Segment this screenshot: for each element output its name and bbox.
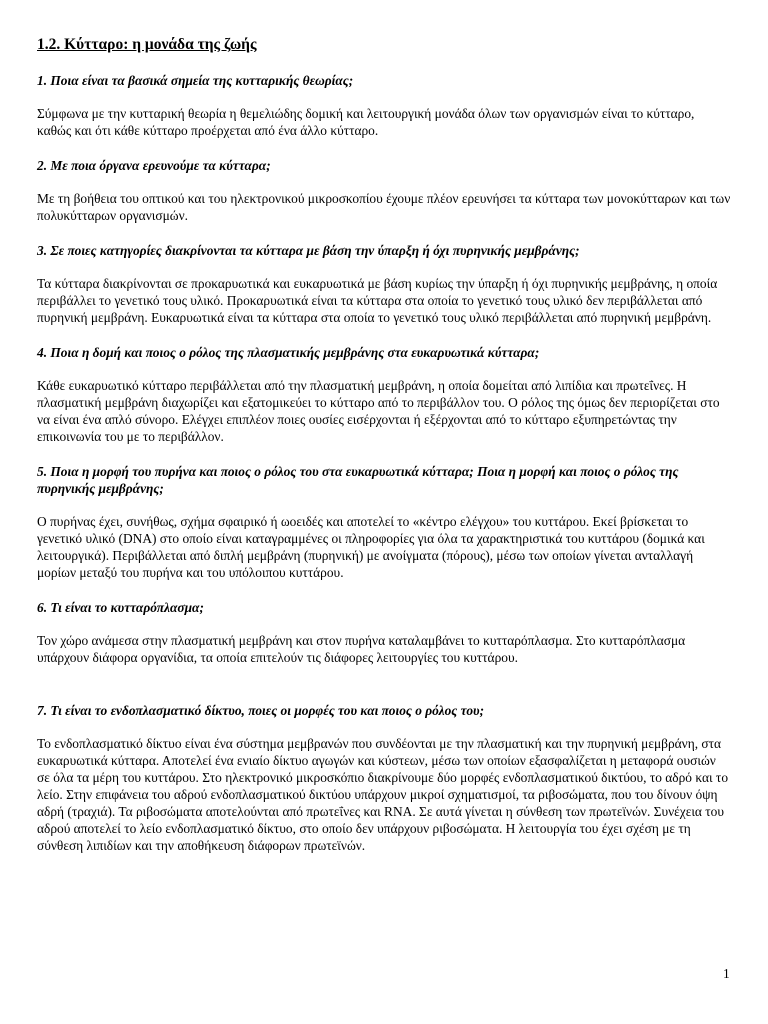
answer-7: Το ενδοπλασματικό δίκτυο είναι ένα σύστημα μεμβρανών που συνδέονται με την πλασματική και την πυρηνική μεμβράνη, στα ευκαρυωτικά κύτταρα. Αποτελεί ένα ενιαίο δίκτυο αγωγών και κύστεων, μέσω των οποίων εξασφαλίζεται η μεταφορά ουσιών σε όλα τα μέρη του κυττάρου. Στο ηλεκτρονικό μικροσκόπιο διακρίνουμε δύο μορφές ενδοπλασματικού δικτύου, το αδρό και το λείο. Στην επιφάνεια του αδρού ενδοπλασματικού δικτύου υπάρχουν μικροί σχηματισμοί, τα ριβοσώματα, που του δίνουν όψη αδρή (τραχιά). Τα ριβοσώματα αποτελούνται από πρωτεΐνες και RNA. Σε αυτά γίνεται η σύνθεση των πρωτεϊνών. Συνέχεια του αδρού αποτελεί το λείο ενδοπλασματικό δίκτυο, στο οποίο δεν υπάρχουν ριβοσώματα. Η λειτουργία του έχει σχέση με τη σύνθεση λιπιδίων και την αποθήκευση διάφορων πρωτεϊνών.	[37, 736, 729, 853]
question-2: 2. Με ποια όργανα ερευνούμε τα κύτταρα;	[37, 158, 271, 173]
qa-section-6	[37, 599, 731, 666]
qa-section-3	[37, 242, 731, 326]
answer-3: Τα κύτταρα διακρίνονται σε προκαρυωτικά και ευκαρυωτικά με βάση κυρίως την ύπαρξη ή όχι πυρηνικής μεμβράνης, η οποία περιβάλλει το γενετικό τους υλικό. Προκαρυωτικά είναι τα κύτταρα στα οποία το γενετικό τους υλικό δεν περιβάλλεται από πυρηνική μεμβράνη. Ευκαρυωτικά είναι τα κύτταρα στα οποία το γενετικό τους υλικό περιβάλλεται από πυρηνική μεμβράνη.	[37, 276, 718, 325]
question-3: 3. Σε ποιες κατηγορίες διακρίνονται τα κύτταρα με βάση την ύπαρξη ή όχι πυρηνικής μεμβράνης;	[37, 243, 580, 258]
question-1: 1. Ποια είναι τα βασικά σημεία της κυτταρικής θεωρίας;	[37, 73, 354, 88]
answer-2: Με τη βοήθεια του οπτικού και του ηλεκτρονικού μικροσκοπίου έχουμε πλέον ερευνήσει τα κύτταρα των μονοκύτταρων και των πολυκύτταρων οργανισμών.	[37, 191, 731, 223]
document-page	[37, 36, 731, 872]
qa-section-7	[37, 702, 731, 854]
answer-4: Κάθε ευκαρυωτικό κύτταρο περιβάλλεται από την πλασματική μεμβράνη, η οποία δομείται από λιπίδια και πρωτεΐνες. Η πλασματική μεμβράνη διαχωρίζει και εξατομικεύει το κύτταρο από το περιβάλλον του. Ο ρόλος της όμως δεν περιορίζεται στο να είναι ένα απλό σύνορο. Ελέγχει επιπλέον ποιες ουσίες εισέρχονται ή εξέρχονται από το κύτταρο εξυπηρετώντας την επικοινωνία του με το περιβάλλον.	[37, 378, 720, 444]
page-title: 1.2. Κύτταρο: η μονάδα της ζωής	[37, 36, 257, 53]
answer-1: Σύμφωνα με την κυτταρική θεωρία η θεμελιώδης δομική και λειτουργική μονάδα όλων των οργανισμών είναι το κύτταρο, καθώς και ότι κάθε κύτταρο προέρχεται από ένα άλλο κύτταρο.	[37, 106, 695, 138]
qa-section-1	[37, 72, 731, 139]
qa-section-5	[37, 463, 731, 581]
answer-6: Τον χώρο ανάμεσα στην πλασματική μεμβράνη και στον πυρήνα καταλαμβάνει το κυτταρόπλασμα. Στο κυτταρόπλασμα υπάρχουν διάφορα οργανίδια, τα οποία επιτελούν τις διάφορες λειτουργίες του κυττάρου.	[37, 633, 686, 665]
question-6: 6. Τι είναι το κυτταρόπλασμα;	[37, 600, 204, 615]
question-4: 4. Ποια η δομή και ποιος ο ρόλος της πλασματικής μεμβράνης στα ευκαρυωτικά κύτταρα;	[37, 345, 540, 360]
qa-section-4	[37, 344, 731, 445]
page-number: 1	[723, 966, 730, 981]
question-7: 7. Τι είναι το ενδοπλασματικό δίκτυο, ποιες οι μορφές του και ποιος ο ρόλος του;	[37, 703, 485, 718]
answer-5: Ο πυρήνας έχει, συνήθως, σχήμα σφαιρικό ή ωοειδές και αποτελεί το «κέντρο ελέγχου» του κυττάρου. Εκεί βρίσκεται το γενετικό υλικό (DNA) στο οποίο είναι καταγραμμένες οι πληροφορίες για όλα τα χαρακτηριστικά του κυττάρου (δομικά και λειτουργικά). Περιβάλλεται από διπλή μεμβράνη (πυρηνική) με ανοίγματα (πόρους), μέσω των οποίων γίνεται ανταλλαγή μορίων μεταξύ του πυρήνα και του υπόλοιπου κυττάρου.	[37, 514, 705, 580]
qa-section-2	[37, 157, 731, 224]
question-5: 5. Ποια η μορφή του πυρήνα και ποιος ο ρόλος του στα ευκαρυωτικά κύτταρα; Ποια η μορφή και ποιος ο ρόλος της πυρηνικής μεμβράνης;	[37, 464, 679, 496]
